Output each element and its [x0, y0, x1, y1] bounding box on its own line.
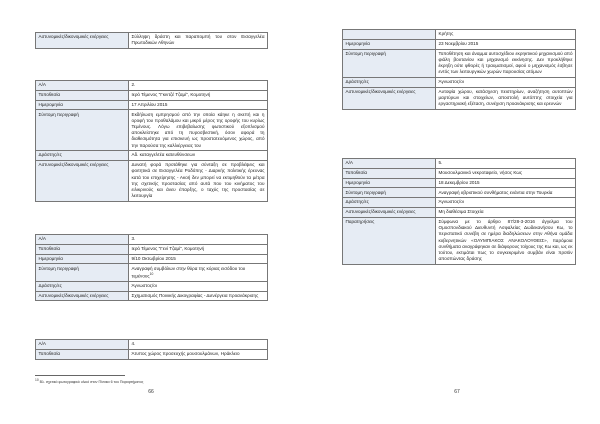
table-row	[343, 39, 576, 49]
table-row	[36, 281, 268, 291]
row-value: Σχηματισμός Ποινικής Δικογραφίας - Διενέργεια προανάκρισης	[129, 291, 268, 301]
row-label: Δράστης/ες	[36, 281, 129, 291]
row-value: Σύλληψη δράστη και παραπομπή του στον Εισαγγελέα Πρωτοδικών Αθηνών	[129, 33, 268, 49]
table-row	[36, 244, 268, 254]
table-row	[36, 291, 268, 301]
page-number: 66	[148, 389, 154, 395]
row-value: Εκδήλωση εμπρησμού από την οποία κάηκε η σκεπή και η οροφή του προθαλάμου και μικρό μέρος της οροφής του κυρίως Τεμένους. Λόγω επιβεβαίωσης φωτιστικού εξοπλισμού αποκλείστηκε από τη πυροσβεστική, όσον αφορά τη διαθεσιμότητα για επισκευή ως προστατευόμενος χώρος, από την παρούσα της καλλιέργειας του	[129, 110, 268, 151]
row-label: Ημερομηνία	[36, 100, 129, 110]
footnote-divider	[35, 375, 125, 376]
row-label: Σύντομη περιγραφή	[36, 264, 129, 282]
table-row	[36, 340, 268, 350]
table-row	[36, 33, 268, 49]
row-value: Αυτοψία χώρου, κατάσχεση πειστηρίων, αναζήτηση αυτοπτών μαρτύρων και στοιχείων, αποστολή αυτόπτης στοιχεία για εργαστηριακή εξέταση, συνέχιση προανάκρισης και ερευνών	[436, 87, 576, 109]
row-label: Παρατηρήσεις	[343, 217, 436, 264]
row-label: Αστυνομικές/δικονομικές ενέργειες	[36, 160, 129, 201]
row-value: Ιερό Τέμενος "Γενί Τζαμί", Κομοτηνή	[129, 244, 268, 254]
row-label: Σύντομη περιγραφή	[343, 49, 436, 77]
row-value: 9/10 Οκτωβρίου 2015	[129, 254, 268, 264]
table-row	[36, 110, 268, 151]
table-row	[36, 160, 268, 201]
table-row	[36, 100, 268, 110]
row-label: Ημερομηνία	[343, 39, 436, 49]
row-value: Κρήτης	[436, 30, 576, 40]
row-value: Τοποθέτηση και άναμμα αυτοσχέδιου εκρηκτικού μηχανισμού από φιάλη βουτανίου και μηχανισμό εκκίνησης. Δεν προκλήθηκε έκρηξη ούτε φθορές ή τραυματισμοί, αφού ο μηχανισμός έσβησε εντός των λειτουργικών χωρών παρουσίας ατόμων	[436, 49, 576, 77]
row-label: Δράστης/ες	[343, 77, 436, 87]
table-row	[343, 217, 576, 264]
row-label: Δράστης/ες	[343, 198, 436, 208]
table-row	[343, 49, 576, 77]
row-value: Άτυπος χώρος προσευχής μουσουλμάνων, Ηράκλειο	[129, 349, 268, 359]
table-row	[343, 168, 576, 178]
incident-table-1-tail	[35, 32, 268, 49]
row-label: Ημερομηνία	[343, 178, 436, 188]
footnote-marker: 10	[35, 378, 39, 382]
row-label: Αστυνομικές/δικονομικές ενέργειες	[343, 87, 436, 109]
row-value: 23 Νοεμβρίου 2015	[436, 39, 576, 49]
row-label: Α/Α	[343, 159, 436, 169]
row-label: Α/Α	[36, 235, 129, 245]
incident-table-5	[342, 158, 576, 265]
table-row	[36, 264, 268, 282]
row-value: 5.	[436, 159, 576, 169]
table-row	[343, 87, 576, 109]
row-label: Αστυνομικές/δικονομικές ενέργειες	[36, 291, 129, 301]
row-label: Α/Α	[36, 340, 129, 350]
footnote-reference[interactable]: 10	[149, 271, 154, 276]
table-row	[343, 77, 576, 87]
row-value: Μη διαθέσιμα Στοιχεία	[436, 207, 576, 217]
row-label: Τοποθεσία	[36, 244, 129, 254]
row-label: Αστυνομικές/δικονομικές ενέργειες	[36, 33, 129, 49]
row-label: Αστυνομικές/δικονομικές ενέργειες	[343, 207, 436, 217]
row-label: Σύντομη περιγραφή	[343, 188, 436, 198]
row-label: Τοποθεσία	[36, 90, 129, 100]
row-value: Σύμφωνα με το άρθρο 87/28-3-2016 άγγελμα του Ομοσπονδιακού Διευθυντή Ασφαλείας Δωδεκανήσου Κω, το περιστατικό συνέβη σε ημέρα διαδηλώσεων στην Αθήνα ομάδα κυβερνητικών «ΟΛΥΜΠΙΑΚΟΣ ΑΝΑΚΟΛΟΥΘΕΙΣ», παρόμοια συνθήματα αναγράφηκαν σε διάφορους τοίχους της Κω και, ως εκ τούτου, εκτιμάται πως το συγκεκριμένο συμβάν είναι προϊόν αποσπώντας δράσης	[436, 217, 576, 264]
incident-table-2	[35, 80, 268, 202]
table-row	[36, 151, 268, 161]
description-text: Αναγραφή συμβόλων στην θύρα της κύριας εισόδου του τεμένους	[131, 265, 247, 279]
row-value: 17 Απριλίου 2015	[129, 100, 268, 110]
row-label	[343, 30, 436, 40]
table-row	[36, 349, 268, 359]
row-value: 4.	[129, 340, 268, 350]
row-value: Μουσουλμανικό νεκροταφείο, νήσος Κως	[436, 168, 576, 178]
table-row	[343, 159, 576, 169]
row-value: Άγνωστος/οι	[436, 198, 576, 208]
row-value: 18 Δεκεμβρίου 2015	[436, 178, 576, 188]
footnote	[35, 378, 265, 384]
table-row	[343, 178, 576, 188]
row-value: Άγνωστος/οι	[129, 281, 268, 291]
table-row	[343, 30, 576, 40]
row-value: Αδ. καταγγελτέα κατευθύνσεων	[129, 151, 268, 161]
row-value: Δυνατή φορά προτάθηκε για σύνταξη σε προβλέψεις και φοιτητικά σε Εισαγγελέα Ροδόπης - Διαρκής πολιτικής έρευνας κατά του επιχείρησης - Ακοή δεν μπορεί να εκτιμηθούν τα μέτρα της σχετικής προστασίας από αυτά που του κινήματος του ειλικρινούς και άνευ έπαρξης, ο ταχύς της προστασίας σε λειτουργία	[129, 160, 268, 201]
row-label: Σύντομη περιγραφή	[36, 110, 129, 151]
right-page	[300, 0, 600, 424]
table-row	[36, 254, 268, 264]
table-row	[343, 198, 576, 208]
row-value: Ιερό Τέμενος "Γκιντζέ Τζαμί", Κομοτηνή	[129, 90, 268, 100]
row-label: Ημερομηνία	[36, 254, 129, 264]
incident-table-4-continued	[342, 29, 576, 110]
row-value: 3.	[129, 235, 268, 245]
table-row	[343, 188, 576, 198]
table-row	[36, 90, 268, 100]
row-label: Α/Α	[36, 81, 129, 91]
footnote-text: Βλ. σχετικό φωτογραφικό υλικό στον Πίνακα 6 του Παραρτήματος	[39, 380, 144, 385]
table-row	[36, 235, 268, 245]
row-label: Τοποθεσία	[343, 168, 436, 178]
row-label: Τοποθεσία	[36, 349, 129, 359]
incident-table-3	[35, 234, 268, 301]
row-value: Άγνωστος/οι	[436, 77, 576, 87]
table-row	[36, 81, 268, 91]
row-value: 2.	[129, 81, 268, 91]
row-value	[129, 264, 268, 282]
row-label: Δράστης/ες	[36, 151, 129, 161]
table-row	[343, 207, 576, 217]
row-value: Αναγραφή υβριστικού συνθήματος ενάντια στην Τουρκία	[436, 188, 576, 198]
incident-table-4	[35, 339, 268, 360]
page-number: 67	[454, 389, 460, 395]
